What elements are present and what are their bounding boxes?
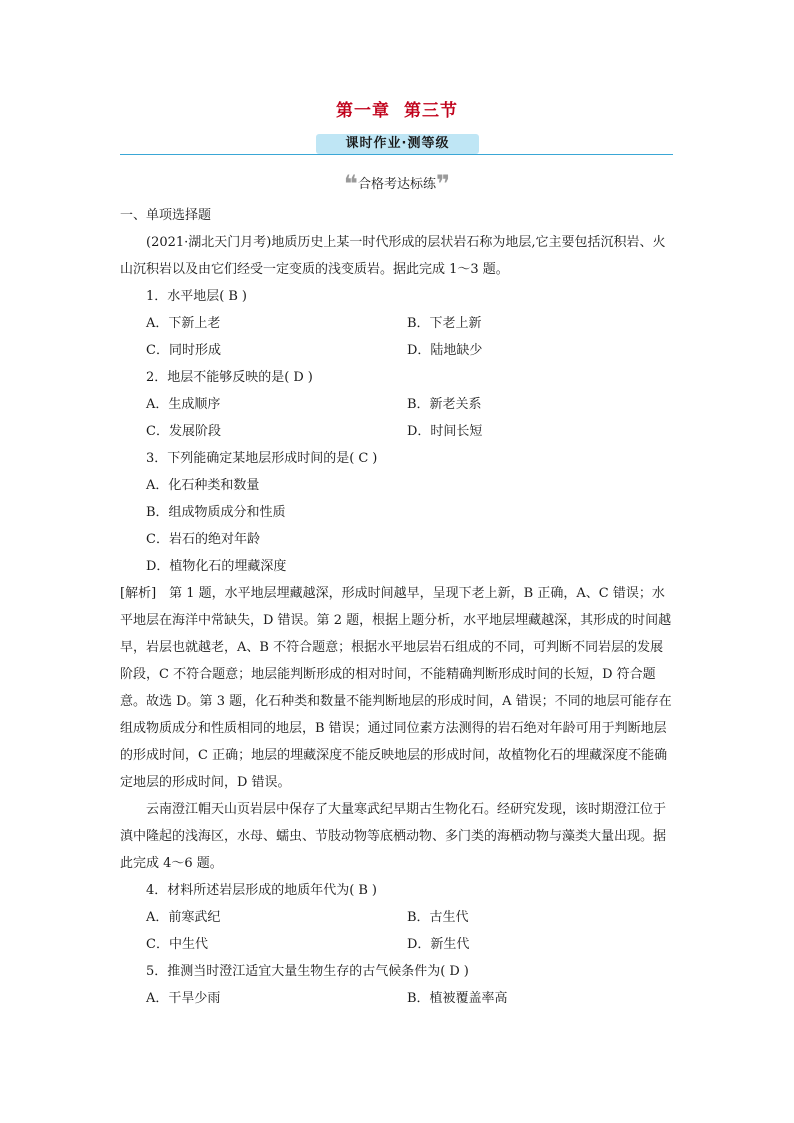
option: C．中生代	[146, 937, 208, 952]
question-stem: 5．推测当时澄江适宜大量生物生存的古气候条件为(	[146, 964, 446, 979]
question-stem: 1．水平地层(	[146, 289, 225, 304]
option: B．组成物质成分和性质	[146, 505, 286, 520]
question-close: )	[463, 964, 469, 979]
options-row	[120, 391, 676, 418]
section-title: 第三节	[404, 101, 458, 121]
options-row	[120, 418, 676, 445]
question-4	[120, 877, 676, 904]
question-1	[120, 283, 676, 310]
question-close: )	[371, 883, 377, 898]
option: D．时间长短	[407, 424, 483, 439]
options-row	[120, 931, 676, 958]
part-title: 一、单项选择题	[120, 208, 212, 223]
level-label: 合格考达标练	[357, 177, 436, 192]
quote-open-icon: ❝	[343, 170, 358, 198]
question-close: )	[241, 289, 247, 304]
option: B．植被覆盖率高	[407, 991, 508, 1006]
option: A．干旱少雨	[146, 991, 221, 1006]
options-row	[120, 310, 676, 337]
question-stem: 2．地层不能够反映的是(	[146, 370, 290, 385]
option: B．古生代	[407, 910, 469, 925]
options-row	[120, 904, 676, 931]
option: D．新生代	[407, 937, 470, 952]
answer: B	[228, 289, 238, 304]
answer: C	[358, 451, 369, 466]
options-row	[120, 985, 676, 1012]
option: A．前寒武纪	[146, 910, 221, 925]
quote-close-icon: ❞	[436, 170, 451, 198]
question-stem: 3．下列能确定某地层形成时间的是(	[146, 451, 355, 466]
question-stem: 4．材料所述岩层形成的地质年代为(	[146, 883, 355, 898]
header-rule	[120, 154, 673, 155]
option: D．植物化石的埋藏深度	[146, 559, 287, 574]
question-close: )	[307, 370, 313, 385]
option: A．下新上老	[146, 316, 221, 331]
question-2	[120, 364, 676, 391]
document-body	[120, 202, 676, 1012]
answer: D	[293, 370, 304, 385]
option: C．发展阶段	[146, 424, 221, 439]
analysis: [解析] 第 1 题，水平地层埋藏越深，形成时间越早，呈现下老上新，B 正确，A、C 错误；水平地层在海洋中常缺失，D 错误。第 2 题，根据上题分析，水平地层埋藏越深，其形成的时间越早，岩层也就越老，A、B 不符合题意；根据水平地层岩石组成的不同，可判断不同岩层的发展阶段，C 不符合题意；地层能判断形成的相对时间，不能精确判断形成时间的长短，D 符合题意。故选 D。第 3 题，化石种类和数量不能判断地层的形成时间，A 错误；不同的地层可能存在组成物质成分和性质相同的地层，B 错误；通过同位素方法测得的岩石绝对年龄可用于判断地层的形成时间，C 正确；地层的埋藏深度不能反映地层的形成时间，故植物化石的埋藏深度不能确定地层的形成时间，D 错误。	[120, 586, 672, 790]
chapter-title: 第一章	[336, 101, 390, 121]
material-2: 云南澄江帽天山页岩层中保存了大量寒武纪早期古生物化石。经研究发现，该时期澄江位于滇中隆起的浅海区，水母、蠕虫、节肢动物等底栖动物、多门类的海栖动物与藻类大量出现。据此完成 4～6 题。	[120, 802, 667, 871]
answer: B	[358, 883, 368, 898]
question-5	[120, 958, 676, 985]
page-title	[0, 96, 794, 121]
option: D．陆地缺少	[407, 343, 483, 358]
option: B．下老上新	[407, 316, 482, 331]
material-1: (2021·湖北天门月考)地质历史上某一时代形成的层状岩石称为地层,它主要包括沉积岩、火山沉积岩以及由它们经受一定变质的浅变质岩。据此完成 1～3 题。	[120, 235, 666, 277]
option: C．同时形成	[146, 343, 221, 358]
option: C．岩石的绝对年龄	[146, 532, 260, 547]
answer: D	[449, 964, 460, 979]
homework-band: 课时作业·测等级	[316, 134, 479, 154]
level-heading	[0, 170, 794, 198]
option: A．化石种类和数量	[146, 478, 260, 493]
question-3	[120, 445, 676, 472]
option: B．新老关系	[407, 397, 482, 412]
question-close: )	[372, 451, 378, 466]
options-row	[120, 337, 676, 364]
option: A．生成顺序	[146, 397, 221, 412]
